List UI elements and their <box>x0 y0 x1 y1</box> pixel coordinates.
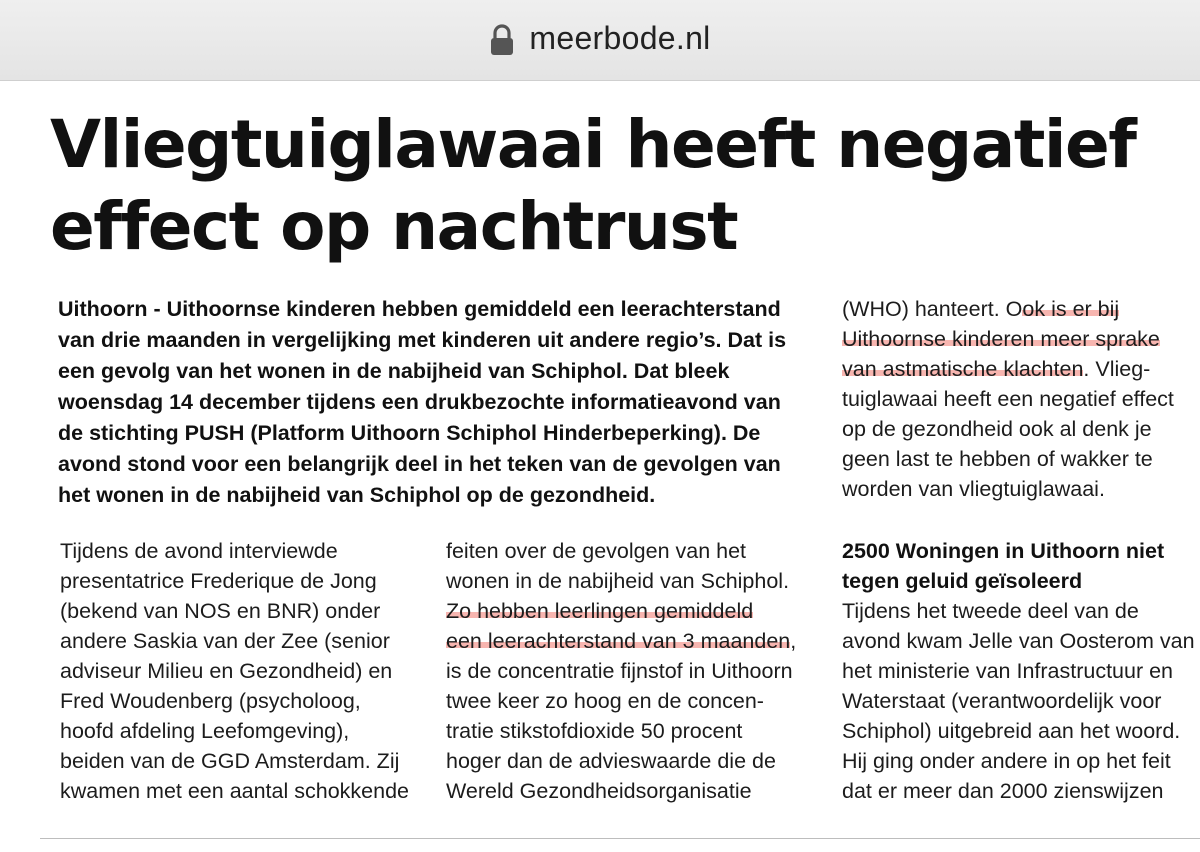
body-line-highlighted <box>842 294 1192 324</box>
lead-line: het wonen in de nabijheid van Schiphol op de gezondheid. <box>58 483 656 507</box>
body-line: geen last te hebben of wakker te <box>842 447 1153 471</box>
article-headline <box>50 104 1160 268</box>
divider <box>40 838 1200 839</box>
article-lead <box>58 294 818 511</box>
body-line: presentatrice Frederique de Jong <box>60 569 377 593</box>
body-line: beiden van de GGD Amsterdam. Zij <box>60 749 400 773</box>
body-text: , <box>790 629 797 653</box>
body-line: Fred Woudenberg (psycholoog, <box>60 689 361 713</box>
body-line: Tijdens de avond interviewde <box>60 539 338 563</box>
body-line: dat er meer dan 2000 zienswijzen <box>842 779 1164 803</box>
highlight-mark: Zo hebben leerlingen gemiddeld <box>446 599 754 623</box>
body-line-highlighted <box>842 354 1192 384</box>
body-line: feiten over de gevolgen van het <box>446 539 747 563</box>
lock-icon <box>489 24 515 56</box>
body-line: tuiglawaai heeft een negatief effect <box>842 387 1174 411</box>
body-line: tratie stikstofdioxide 50 procent <box>446 719 743 743</box>
section-subheading: tegen geluid geïsoleerd <box>842 569 1083 593</box>
body-line: worden van vliegtuiglawaai. <box>842 477 1105 501</box>
body-line: Waterstaat (verantwoordelijk voor <box>842 689 1162 713</box>
article-column-3-bottom <box>842 536 1195 806</box>
body-line: (bekend van NOS en BNR) onder <box>60 599 381 623</box>
body-line-highlighted <box>446 626 816 656</box>
body-line: adviseur Milieu en Gezondheid) en <box>60 659 393 683</box>
body-line: het ministerie van Infrastructuur en <box>842 659 1174 683</box>
body-line: Wereld Gezondheidsorganisatie <box>446 779 752 803</box>
lead-line: van drie maanden in vergelijking met kinderen uit andere regio’s. Dat is <box>58 328 787 352</box>
article-column-1 <box>60 536 420 806</box>
body-line: Tijdens het tweede deel van de <box>842 599 1139 623</box>
body-line-highlighted <box>842 324 1192 354</box>
body-line-highlighted <box>446 596 816 626</box>
body-line: hoofd afdeling Leefomgeving), <box>60 719 350 743</box>
highlight-mark: een leerachterstand van 3 maanden <box>446 629 791 653</box>
body-line: andere Saskia van der Zee (senior <box>60 629 390 653</box>
highlight-mark: ok is er bij <box>1022 297 1120 321</box>
lead-line: avond stond voor een belangrijk deel in het teken van de gevolgen van <box>58 452 781 476</box>
body-line: wonen in de nabijheid van Schiphol. <box>446 569 790 593</box>
body-line: kwamen met een aantal schokkende <box>60 779 409 803</box>
highlight-mark: van astmatische klachten <box>842 357 1084 381</box>
body-line: op de gezondheid ook al denk je <box>842 417 1152 441</box>
headline-line: effect op nachtrust <box>50 188 738 265</box>
body-line: Schiphol) uitgebreid aan het woord. <box>842 719 1181 743</box>
headline-line: Vliegtuiglawaai heeft negatief <box>50 106 1136 183</box>
url-display[interactable] <box>0 0 1200 76</box>
lead-line: woensdag 14 december tijdens een drukbezochte informatieavond van <box>58 390 781 414</box>
body-line: Hij ging onder andere in op het feit <box>842 749 1171 773</box>
body-text: (WHO) hanteert. O <box>842 297 1023 321</box>
body-line: avond kwam Jelle van Oosterom van <box>842 629 1195 653</box>
lead-line: Uithoorn - Uithoornse kinderen hebben gemiddeld een leerachterstand <box>58 297 781 321</box>
browser-url-bar[interactable] <box>0 0 1200 81</box>
body-line: hoger dan de advieswaarde die de <box>446 749 776 773</box>
article-column-2 <box>446 536 816 806</box>
lead-line: de stichting PUSH (Platform Uithoorn Schiphol Hinderbeperking). De <box>58 421 761 445</box>
section-subheading: 2500 Woningen in Uithoorn niet <box>842 539 1165 563</box>
highlight-mark: Uithoornse kinderen meer sprake <box>842 327 1160 351</box>
body-text: . Vlieg- <box>1083 357 1151 381</box>
article-column-3-top <box>842 294 1192 504</box>
body-line: is de concentratie fijnstof in Uithoorn <box>446 659 793 683</box>
lead-line: een gevolg van het wonen in de nabijheid van Schiphol. Dat bleek <box>58 359 730 383</box>
url-text[interactable]: meerbode.nl <box>529 19 711 56</box>
body-line: twee keer zo hoog en de concen- <box>446 689 764 713</box>
